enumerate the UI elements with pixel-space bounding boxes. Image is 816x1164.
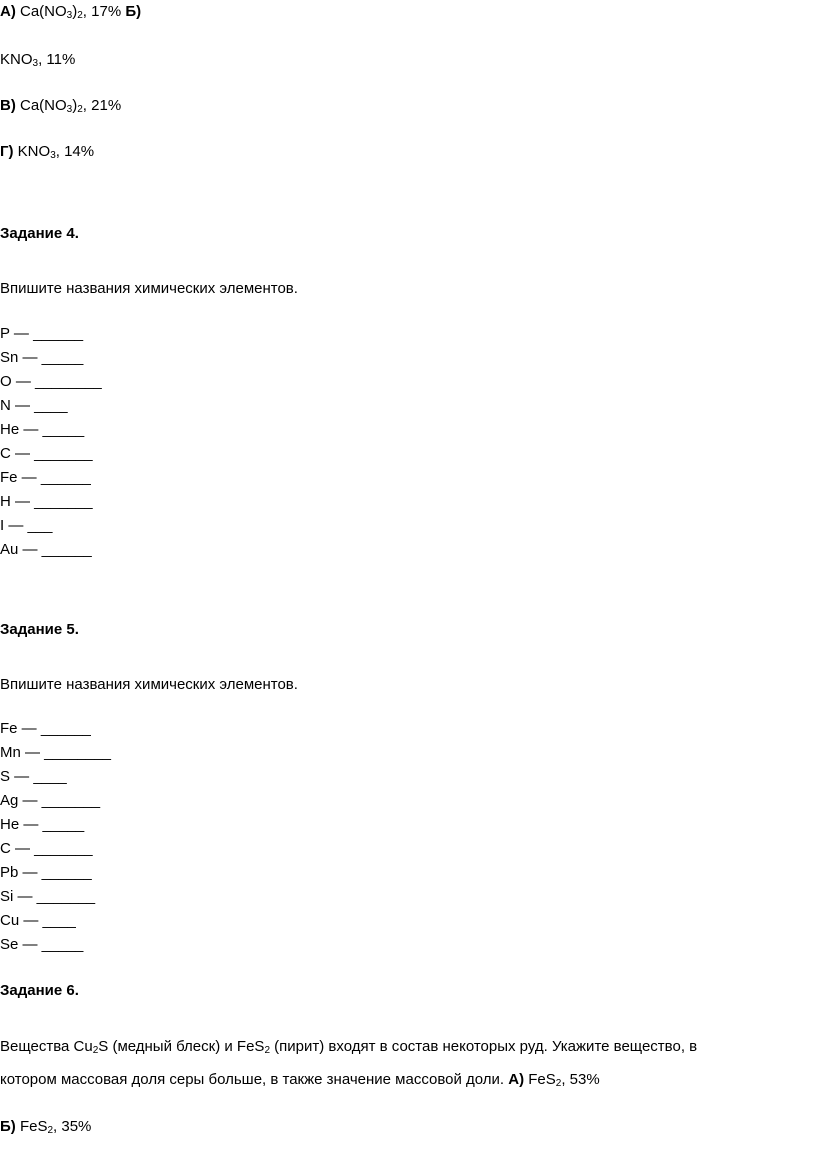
task5-item: Se — _____ bbox=[0, 936, 84, 953]
task5-instruction: Впишите названия химических элементов. bbox=[0, 676, 298, 693]
task5-item: Si — _______ bbox=[0, 888, 96, 905]
task6-option-b bbox=[0, 1118, 91, 1136]
task4-item: N — ____ bbox=[0, 397, 68, 414]
task6-paragraph-line-1: Вещества $Cu_2S$ (медный блеск) и FeS$_2$ (пирит) входят в состав некоторых руд. Укажите вещество, в bbox=[0, 1038, 698, 1056]
task4-instruction: Впишите названия химических элементов. bbox=[0, 280, 298, 297]
option-a-formula: $Ca(NO_3)_2$, 17% bbox=[20, 3, 122, 21]
task4-item: Au — ______ bbox=[0, 541, 92, 558]
option-b-formula: $KNO_3$, 11% bbox=[0, 51, 76, 69]
task4-item: Fe — ______ bbox=[0, 469, 91, 486]
task6-option-b-label: Б) bbox=[0, 1118, 16, 1135]
option-g-formula: $KNO_3$, 14% bbox=[17, 143, 95, 161]
task6-option-b-formula: FeS$_2$, 35% bbox=[19, 1118, 92, 1136]
option-a bbox=[0, 3, 141, 21]
task5-item: He — _____ bbox=[0, 816, 85, 833]
option-g-label: Г) bbox=[0, 143, 14, 160]
option-v-formula: $Ca(NO_3)_2$, 21% bbox=[20, 97, 122, 115]
option-g bbox=[0, 143, 94, 161]
task4-item: P — ______ bbox=[0, 325, 84, 342]
task6-paragraph-line-2: котором массовая доля серы больше, в также значение массовой доли. А) FeS$_2$, 53% bbox=[0, 1071, 600, 1089]
task5-item: S — ____ bbox=[0, 768, 67, 785]
task5-item: Fe — ______ bbox=[0, 720, 91, 737]
task5-item: Cu — ____ bbox=[0, 912, 76, 929]
task5-item: C — _______ bbox=[0, 840, 93, 857]
task6-option-a-formula: FeS$_2$, 53% bbox=[528, 1071, 600, 1089]
task5-item: Mn — ________ bbox=[0, 744, 111, 761]
task4-item: O — ________ bbox=[0, 373, 102, 390]
task4-item: Sn — _____ bbox=[0, 349, 84, 366]
task4-title: Задание 4. bbox=[0, 225, 79, 242]
task5-title: Задание 5. bbox=[0, 621, 79, 638]
task6-option-a-label: А) bbox=[508, 1071, 525, 1088]
task4-item: C — _______ bbox=[0, 445, 93, 462]
task4-item: H — _______ bbox=[0, 493, 93, 510]
option-a-label: А) bbox=[0, 3, 16, 20]
option-b-label: Б) bbox=[125, 3, 142, 20]
task5-item: Pb — ______ bbox=[0, 864, 92, 881]
task4-item: I — ___ bbox=[0, 517, 53, 534]
task4-item: He — _____ bbox=[0, 421, 85, 438]
task5-item: Ag — _______ bbox=[0, 792, 101, 809]
option-v bbox=[0, 97, 121, 115]
option-b bbox=[0, 51, 75, 69]
option-v-label: В) bbox=[0, 97, 16, 114]
task6-title: Задание 6. bbox=[0, 982, 79, 999]
